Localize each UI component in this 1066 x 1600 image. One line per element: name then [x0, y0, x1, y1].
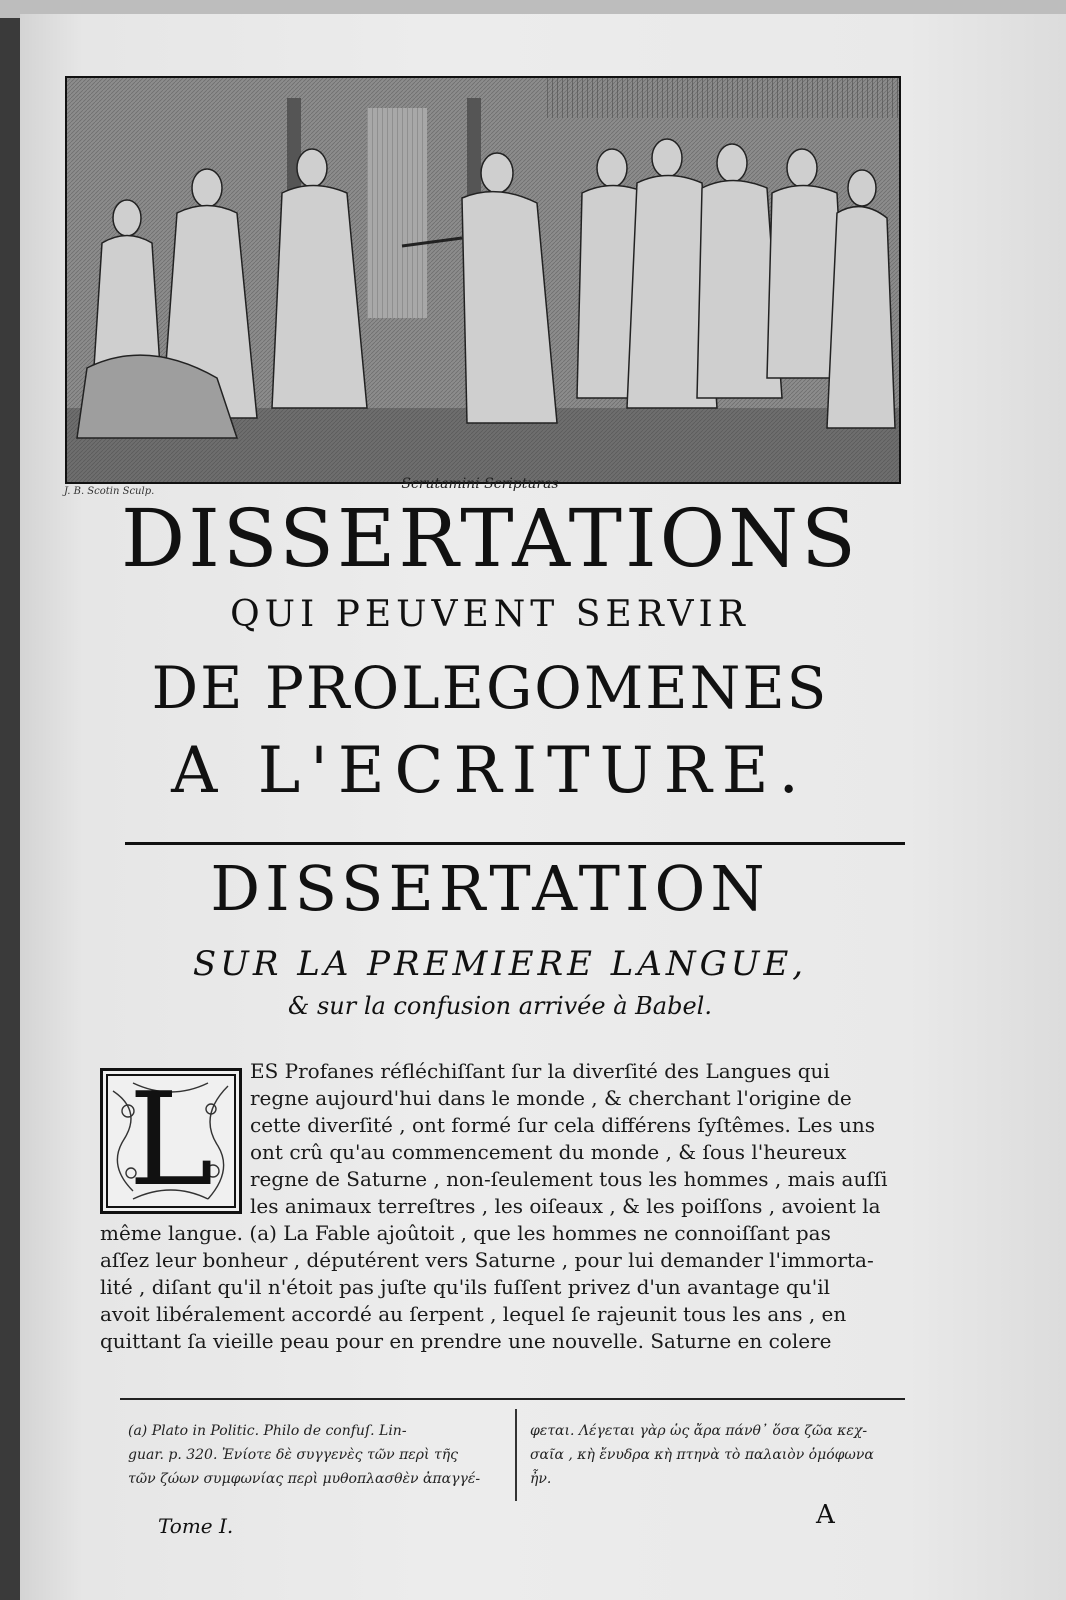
section-subtitle-2: & sur la confusion arrivée à Babel. [288, 992, 712, 1020]
footnote-line: (a) Plato in Politic. Philo de confuſ. Lin- [128, 1423, 407, 1439]
dropcap-letter: L [128, 1066, 214, 1215]
engraver-credit: J. B. Scotin Sculp. [64, 486, 155, 497]
footnote-rule [120, 1398, 905, 1400]
title-divider-rule [125, 842, 905, 845]
body-line: ES Profanes réfléchiſſant ſur la diverſité des Langues qui [250, 1059, 830, 1083]
ornamental-dropcap [100, 1068, 242, 1214]
footnote-line: ἦν. [530, 1471, 552, 1487]
footnote-column-divider [515, 1409, 517, 1501]
body-line: quittant ſa vieille peau pour en prendre une nouvelle. Saturne en colere [100, 1329, 832, 1353]
footnote-line: φεται. Λέγεται γὰρ ὡς ἄρα πάνθ᾽ ὅσα ζῶα κεχ- [530, 1423, 868, 1439]
footnotes-left-column [128, 1419, 513, 1491]
volume-label: Tome I. [158, 1514, 234, 1538]
body-line: cette diverſité , ont formé ſur cela différens ſyſtêmes. Les uns [250, 1113, 875, 1137]
main-title: DISSERTATIONS [121, 492, 859, 585]
body-line: aſſez leur bonheur , députérent vers Saturne , pour lui demander l'immorta- [100, 1248, 874, 1272]
body-line: les animaux terreſtres , les oiſeaux , & les poiſſons , avoient la [250, 1194, 881, 1218]
section-subtitle: SUR LA PREMIERE LANGUE, [192, 944, 808, 984]
body-line: même langue. (a) La Fable ajoûtoit , que les hommes ne connoiſſant pas [100, 1221, 831, 1245]
title-line-2: DE PROLEGOMENES [151, 654, 829, 722]
body-line: avoit libéralement accordé au ſerpent , lequel ſe rajeunit tous les ans , en [100, 1302, 847, 1326]
body-line: regne de Saturne , non-ſeulement tous les hommes , mais auſſi [250, 1167, 888, 1191]
title-line-3: A L'ECRITURE. [171, 734, 809, 808]
title-line-1: QUI PEUVENT SERVIR [230, 594, 750, 635]
book-page [20, 14, 1066, 1600]
footnotes-right-column [530, 1419, 950, 1491]
engraving-illustration [65, 76, 901, 484]
body-line: lité , diſant qu'il n'étoit pas juſte qu'ils fuſſent privez d'un avantage qu'il [100, 1275, 830, 1299]
engraving-motto: Scrutamini Scripturas [401, 476, 559, 492]
printer-signature-mark: A [816, 1500, 835, 1530]
body-line: regne aujourd'hui dans le monde , & cherchant l'origine de [250, 1086, 852, 1110]
footnote-line: τῶν ζώων συμφωνίας περὶ μυθοπλασθὲν ἀπαγγέ- [128, 1471, 481, 1487]
footnote-line: σαῖα , κὴ ἔνυδρα κὴ πτηνὰ τὸ παλαιὸν ὁμόφωνα [530, 1447, 874, 1463]
section-title: DISSERTATION [210, 852, 770, 925]
footnote-line: guar. p. 320. Ἐνίοτε δὲ συγγενὲς τῶν περὶ τῆς [128, 1447, 458, 1463]
body-line: ont crû qu'au commencement du monde , & ſous l'heureux [250, 1140, 847, 1164]
